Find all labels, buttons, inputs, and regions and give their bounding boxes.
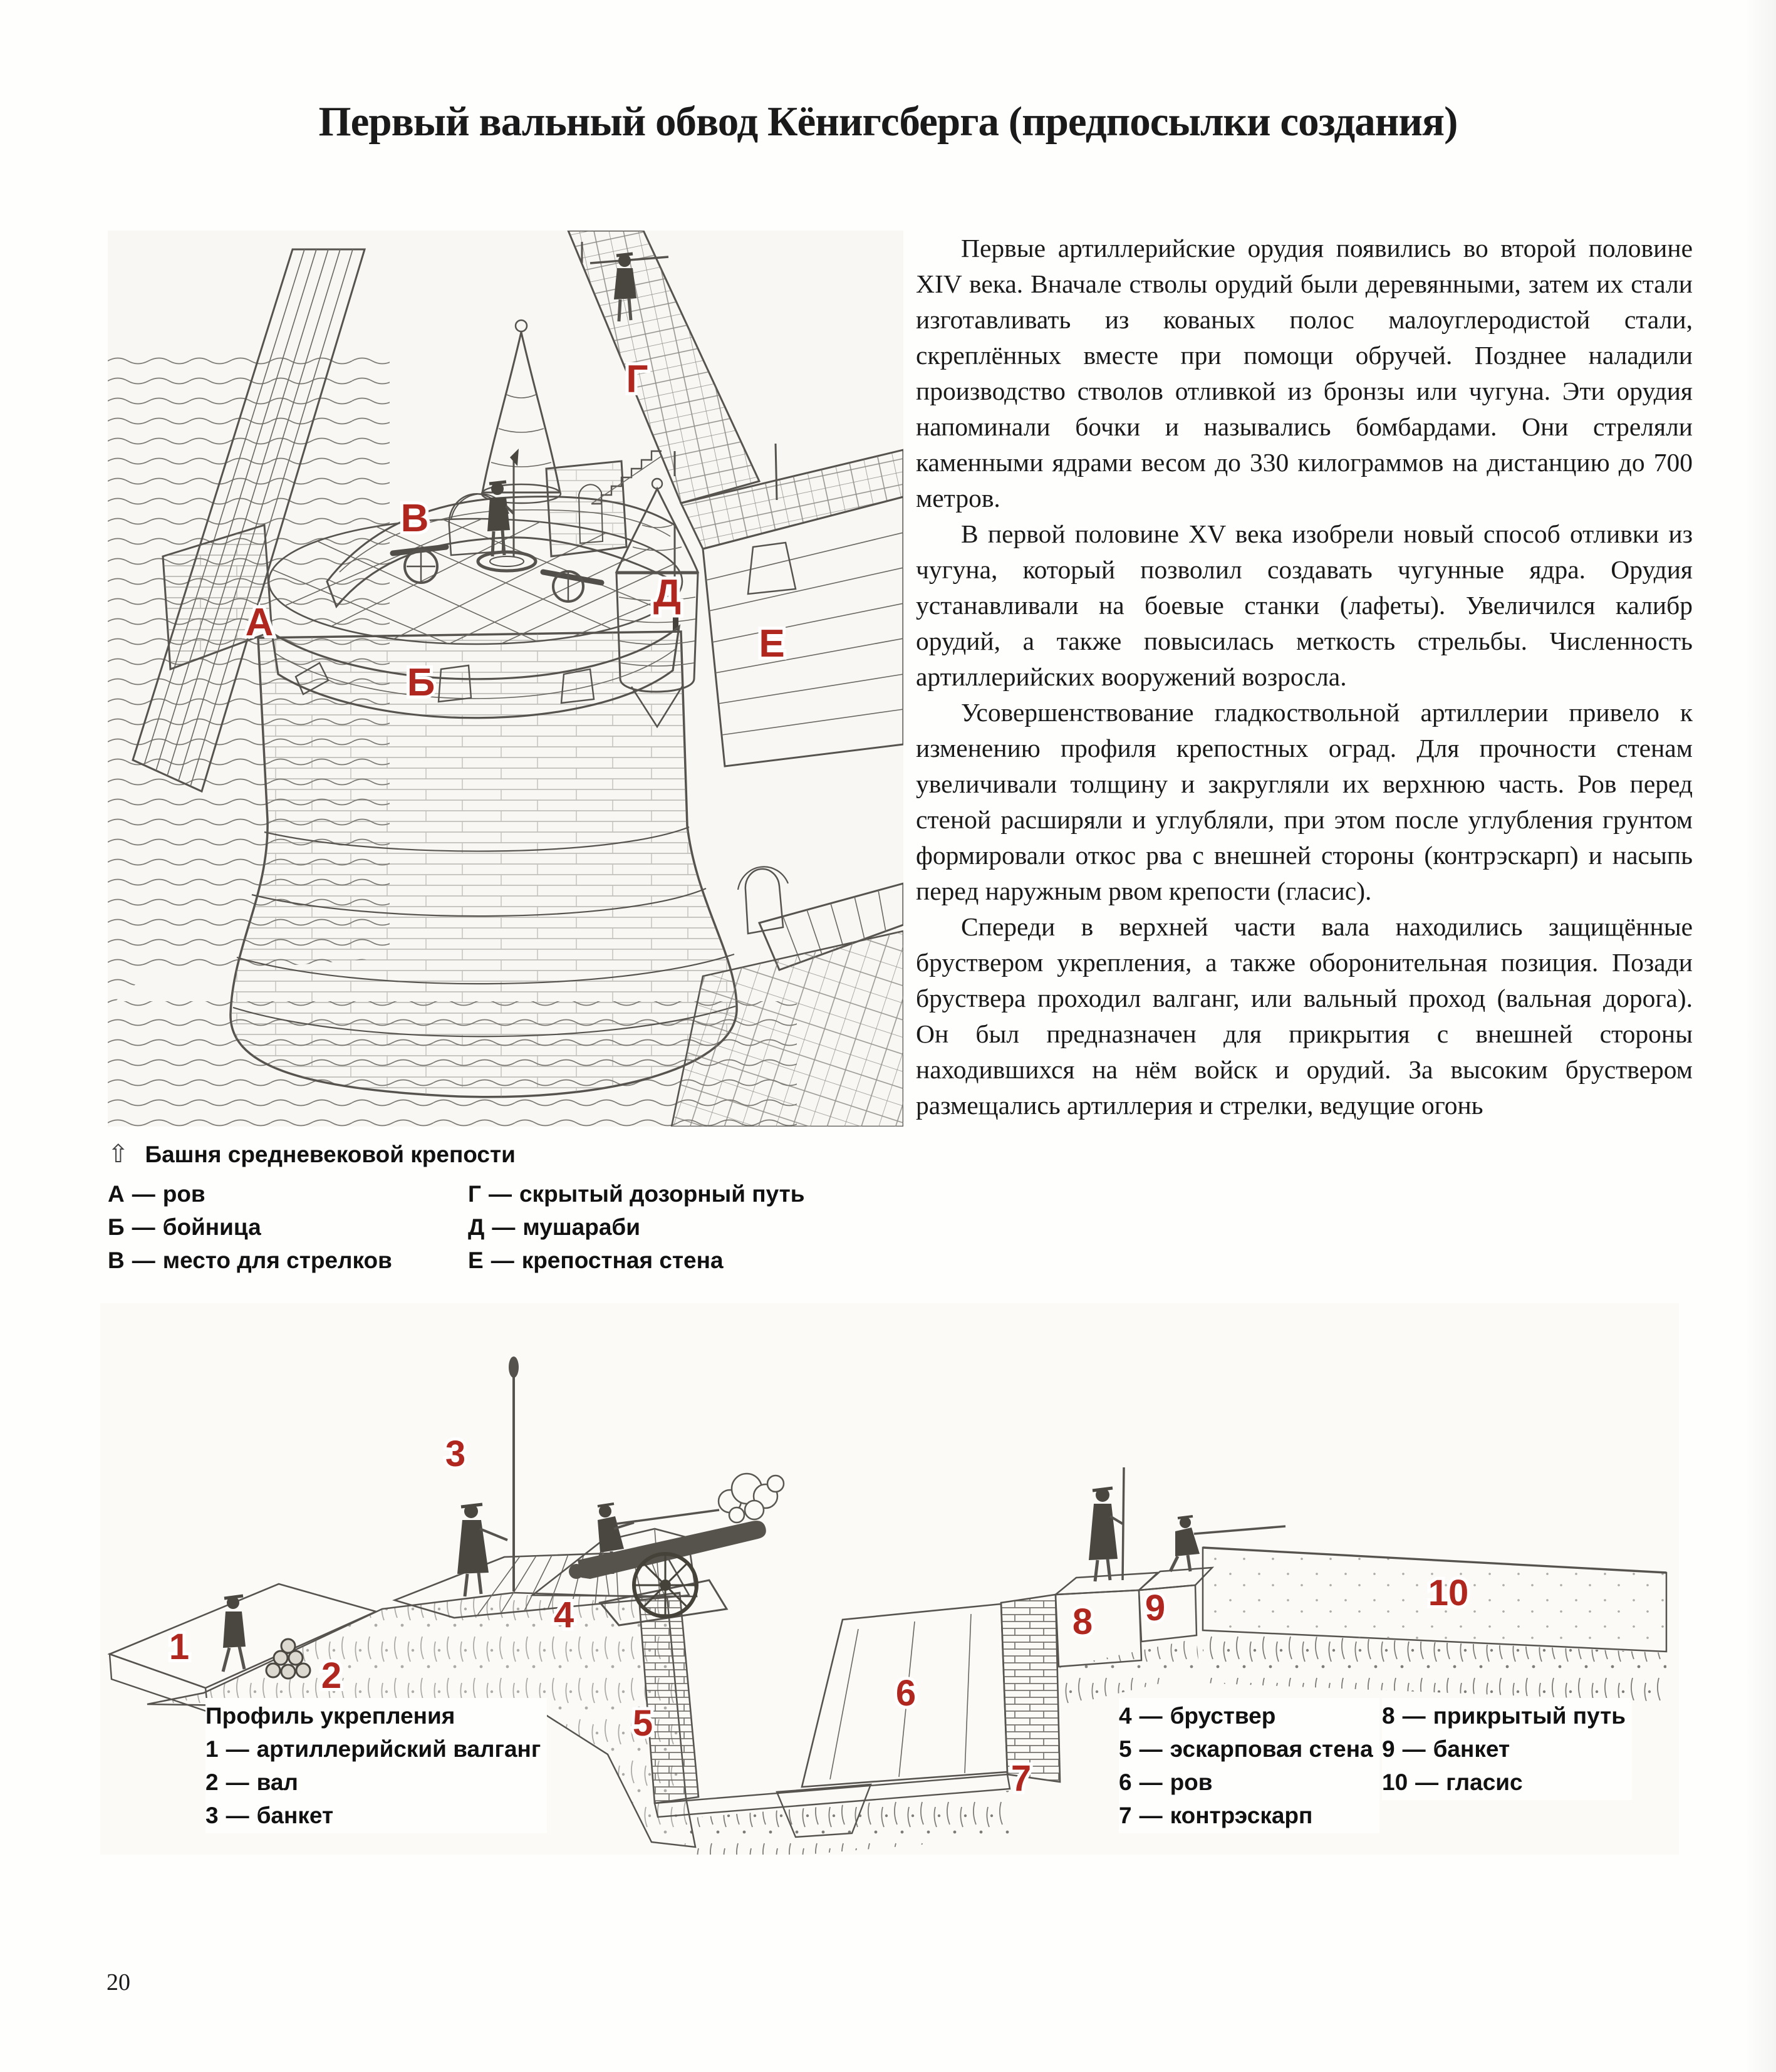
legend-label: вал — [256, 1769, 298, 1795]
legend-dash: — — [1402, 1736, 1426, 1762]
tower-caption — [108, 1138, 910, 1277]
scan-edge-shadow — [1745, 0, 1776, 2072]
profile-legend-col1 — [205, 1698, 547, 1833]
label-8: 8 — [1072, 1601, 1093, 1642]
legend-label: эскарповая стена — [1170, 1736, 1373, 1762]
legend-key: 10 — [1382, 1769, 1408, 1795]
profile-legend-col3 — [1382, 1698, 1632, 1800]
legend-label: ров — [1170, 1769, 1213, 1795]
glacis — [1203, 1548, 1666, 1702]
counterscarp-wall — [1001, 1595, 1060, 1782]
label-1: 1 — [169, 1627, 190, 1667]
legend-label: бруствер — [1170, 1703, 1276, 1729]
legend-label: контрэскарп — [1170, 1803, 1313, 1828]
legend-label: место для стрелков — [162, 1247, 392, 1273]
label-10: 10 — [1428, 1573, 1469, 1613]
legend-label: крепостная стена — [521, 1247, 724, 1273]
caption-row — [108, 1177, 910, 1210]
legend-key: 4 — [1119, 1703, 1132, 1729]
legend-label: артиллерийский валганг — [256, 1736, 541, 1762]
legend-key: 5 — [1119, 1736, 1132, 1762]
legend-dash: — — [1139, 1803, 1163, 1828]
legend-label: банкет — [256, 1803, 334, 1828]
paragraph-3: Усовершенствование гладкоствольной артиллерии привело к изменению профиля крепостных оград. Для прочности стенам увеличивали толщину и закругляли их верхнюю часть. Ров перед стеной расширяли и углубляли, при этом после углубления грунтом формировали откос рва с внешней стороны (контрэскарп) и насыпь перед наружным рвом крепости (гласис). — [916, 698, 1693, 905]
label-3: 3 — [445, 1434, 466, 1474]
legend-label: ров — [162, 1181, 205, 1207]
legend-key: Б — [108, 1214, 125, 1240]
legend-key: Г — [468, 1181, 481, 1207]
label-V: В — [400, 497, 429, 540]
legend-key: Е — [468, 1247, 484, 1273]
label-G: Г — [626, 358, 648, 401]
legend-dash: — — [226, 1803, 249, 1828]
legend-label: банкет — [1433, 1736, 1510, 1762]
label-5: 5 — [632, 1703, 653, 1744]
paragraph-2: В первой половине XV века изобрели новый способ отливки из чугуна, который позволил создавать чугунные ядра. Орудия устанавливали на боевые станки (лафеты). Увеличился калибр орудий, а также повысилась меткость стрельбы. Численность артиллерийских вооружений возросла. — [916, 519, 1693, 691]
legend-dash: — — [491, 1247, 514, 1273]
legend-key: 7 — [1119, 1803, 1132, 1828]
legend-dash: — — [1139, 1769, 1163, 1795]
legend-key: В — [108, 1247, 125, 1273]
legend-key: 6 — [1119, 1769, 1132, 1795]
label-D: Д — [653, 572, 682, 615]
legend-label: скрытый дозорный путь — [519, 1181, 805, 1207]
legend-label: мушараби — [522, 1214, 641, 1240]
legend-dash: — — [226, 1736, 249, 1762]
label-E: Е — [759, 622, 785, 665]
legend-dash: — — [492, 1214, 516, 1240]
profile-legend-col2 — [1119, 1698, 1379, 1833]
paragraph-4: Спереди в верхней части вала находились защищённые бруствером укрепления, а также оборонительная позиция. Позади бруствера проходил валганг, или вальный проход (вальная дорога). Он был предназначен для прикрытия с внешней стороны находившихся на нём войск и орудий. За высоким бруствером размещались артиллерия и стрелки, ведущие огонь — [916, 912, 1693, 1120]
tower-caption-title: Башня средневековой крепости — [145, 1142, 516, 1167]
legend-label: бойница — [162, 1214, 261, 1240]
legend-dash: — — [132, 1214, 155, 1240]
legend-dash: — — [1415, 1769, 1439, 1795]
tower-illustration — [108, 231, 903, 1127]
label-4: 4 — [553, 1595, 574, 1635]
legend-dash: — — [132, 1247, 155, 1273]
page-number: 20 — [106, 1969, 130, 1996]
label-2: 2 — [321, 1655, 342, 1696]
legend-dash: — — [1402, 1703, 1426, 1729]
legend-dash: — — [488, 1181, 512, 1207]
legend-key: 1 — [205, 1736, 219, 1762]
caption-row — [108, 1244, 910, 1277]
label-7: 7 — [1010, 1758, 1032, 1799]
label-A: А — [245, 601, 274, 644]
up-arrow-icon: ⇧ — [108, 1140, 129, 1169]
legend-dash: — — [226, 1769, 249, 1795]
label-B: Б — [407, 661, 435, 704]
caption-row — [108, 1210, 910, 1244]
legend-label: прикрытый путь — [1433, 1703, 1626, 1729]
legend-key: А — [108, 1181, 125, 1207]
profile-legend-title: Профиль укрепления — [205, 1703, 455, 1729]
paragraph-1: Первые артиллерийские орудия появились во второй половине XIV века. Вначале стволы орудий были деревянными, затем их стали изготавливать из кованых полос малоуглеродистой стали, скреплённых вместе при помощи обручей. Позднее наладили производство стволов отливкой из бронзы или чугуна. Эти орудия напоминали бочки и назывались бомбардами. Они стреляли каменными ядрами весом до 330 килограммов на дистанцию до 700 метров. — [916, 234, 1693, 513]
article-text — [916, 231, 1693, 1123]
legend-key: 2 — [205, 1769, 219, 1795]
page-title: Первый вальный обвод Кёнигсберга (предпосылки создания) — [318, 98, 1458, 145]
legend-label: гласис — [1446, 1769, 1523, 1795]
label-6: 6 — [895, 1673, 917, 1714]
legend-dash: — — [132, 1181, 155, 1207]
legend-key: 9 — [1382, 1736, 1395, 1762]
label-9: 9 — [1145, 1588, 1166, 1628]
legend-key: 3 — [205, 1803, 219, 1828]
legend-key: 8 — [1382, 1703, 1395, 1729]
legend-dash: — — [1139, 1703, 1163, 1729]
legend-key: Д — [468, 1214, 485, 1240]
legend-dash: — — [1139, 1736, 1163, 1762]
